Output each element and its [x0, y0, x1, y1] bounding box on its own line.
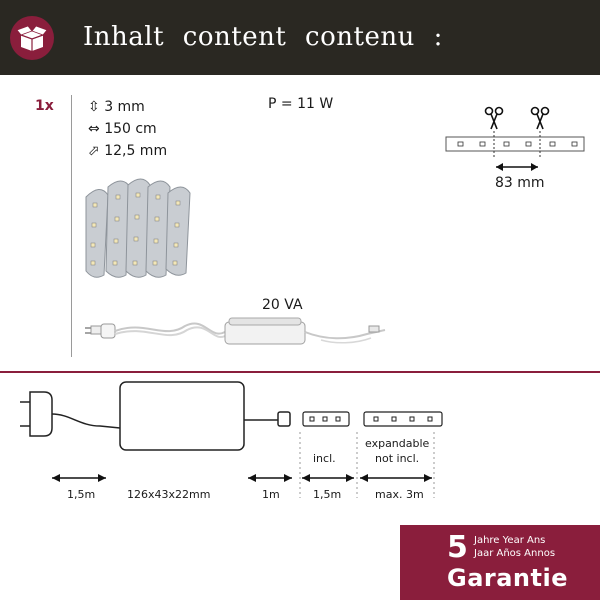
package-box-icon [9, 15, 55, 61]
guarantee-line-2: Jaar Años Annos [474, 548, 556, 559]
led-strip-included [303, 412, 349, 426]
adapter-outline [120, 382, 244, 450]
expandable-label: expandable [365, 437, 430, 450]
section-divider [0, 371, 600, 373]
scissors-icon [532, 108, 549, 130]
power-rating: P = 11 W [268, 96, 334, 112]
adapter-rating: 20 VA [262, 297, 303, 313]
strip-length-label: 1,5m [313, 488, 342, 501]
max-length-label: max. 3m [375, 488, 424, 501]
height-arrow-icon: ⇳ [88, 99, 100, 115]
spec-height-value: 3 mm [104, 99, 145, 115]
scissors-icon [486, 108, 503, 130]
page-title: Inhalt content contenu : [83, 22, 443, 52]
expandable-note: not incl. [375, 452, 420, 465]
led-strip-coil-image [78, 175, 198, 280]
guarantee-word: Garantie [447, 564, 568, 592]
guarantee-badge [400, 525, 600, 600]
quantity-label: 1x [35, 98, 54, 114]
led-strip-expandable [364, 412, 442, 426]
connector-outline [278, 412, 290, 426]
plug-icon [20, 392, 120, 436]
included-label: incl. [313, 452, 336, 465]
spec-length-value: 150 cm [104, 121, 157, 137]
plug-length-label: 1,5m [67, 488, 96, 501]
vertical-divider [71, 95, 72, 357]
spec-height [88, 99, 145, 115]
guarantee-years: 5 [447, 530, 468, 565]
spec-width [88, 143, 167, 159]
guarantee-line-1: Jahre Year Ans [474, 535, 546, 546]
header-bar [0, 0, 600, 75]
cable-length-label: 1m [262, 488, 280, 501]
spec-length [88, 121, 157, 137]
cut-length-label: 83 mm [495, 175, 545, 191]
cut-diagram [440, 103, 590, 178]
length-arrow-icon: ⇔ [88, 121, 100, 137]
spec-width-value: 12,5 mm [104, 143, 168, 159]
power-adapter-image [85, 310, 395, 355]
adapter-size-label: 126x43x22mm [127, 488, 211, 501]
width-arrow-icon: ⬀ [88, 143, 100, 159]
